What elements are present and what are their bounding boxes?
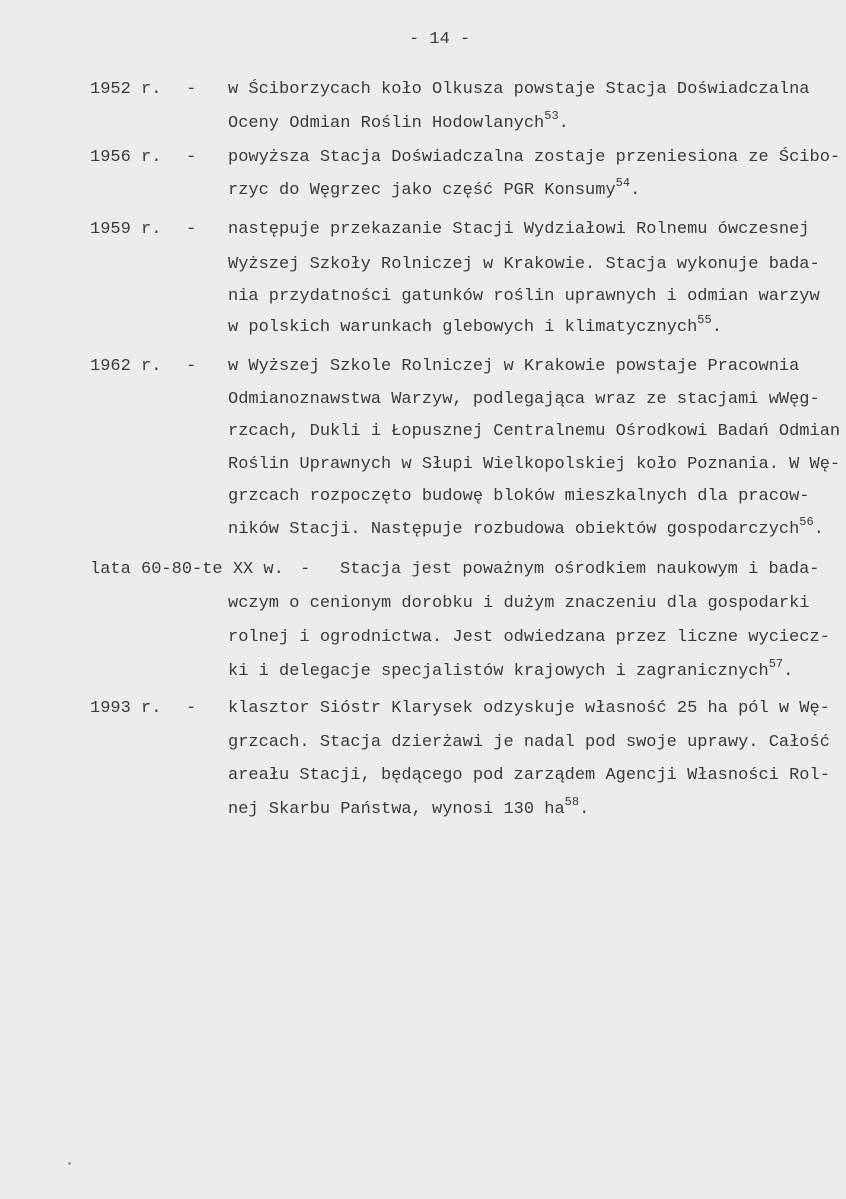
entry-line — [228, 313, 722, 338]
entry-line — [228, 766, 830, 786]
line-text: rzcach, Dukli i Łopusznej Centralnemu Ośrodkowi Badań Odmian — [228, 422, 841, 441]
line-text: powyższa Stacja Doświadczalna zostaje przeniesiona ze Ścibo- — [228, 148, 841, 167]
line-text: klasztor Sióstr Klarysek odzyskuje własność 25 ha pól w Wę- — [228, 699, 830, 718]
line-text: następuje przekazanie Stacji Wydziałowi Rolnemu ówczesnej — [228, 220, 810, 239]
line-text: Wyższej Szkoły Rolniczej w Krakowie. Stacja wykonuje bada- — [228, 255, 820, 274]
entry-line — [228, 390, 820, 410]
line-text: w polskich warunkach glebowych i klimatycznych — [228, 318, 698, 337]
line-text: w Ściborzycach koło Olkusza powstaje Stacja Doświadczalna — [228, 80, 810, 99]
entry-date: 1952 r. — [90, 80, 162, 99]
footnote-ref: 56 — [799, 515, 814, 529]
line-text: nej Skarbu Państwa, wynosi 130 ha — [228, 800, 565, 819]
entry-line — [228, 628, 830, 648]
line-text: rzyc do Węgrzec jako część PGR Konsumy — [228, 181, 616, 200]
entry-line — [228, 357, 799, 377]
line-text: Odmianoznawstwa Warzyw, podlegająca wraz ze stacjami wWęg- — [228, 390, 820, 409]
entry-line — [228, 287, 820, 307]
entry-line — [228, 255, 820, 275]
footnote-ref: 55 — [697, 313, 712, 327]
line-text: nia przydatności gatunków roślin uprawnych i odmian warzyw — [228, 287, 820, 306]
entry-dash: - — [186, 357, 197, 376]
entry-dash: - — [186, 699, 197, 718]
entry-date: 1993 r. — [90, 699, 162, 718]
entry-line — [228, 148, 840, 168]
line-text: grzcach. Stacja dzierżawi je nadal pod swoje uprawy. Całość — [228, 733, 830, 752]
line-text: ki i delegacje specjalistów krajowych i zagranicznych — [228, 662, 769, 681]
line-text: wczym o cenionym dorobku i dużym znaczeniu dla gospodarki — [228, 594, 810, 613]
entry-line — [228, 699, 830, 719]
footnote-ref: 53 — [544, 109, 559, 123]
entry-date: 1959 r. — [90, 220, 162, 239]
line-end: . — [813, 520, 824, 539]
entry-line — [228, 80, 810, 100]
line-text: rolnej i ogrodnictwa. Jest odwiedzana przez liczne wyciecz- — [228, 628, 830, 647]
line-end: . — [579, 800, 590, 819]
entry-line — [228, 795, 590, 820]
line-text: Stacja jest poważnym ośrodkiem naukowym i bada- — [340, 560, 820, 579]
line-text: grzcach rozpoczęto budowę bloków mieszkalnych dla pracow- — [228, 487, 810, 506]
entry-date: 1956 r. — [90, 148, 162, 167]
entry-line — [340, 560, 819, 580]
line-text: areału Stacji, będącego pod zarządem Agencji Własności Rol- — [228, 766, 830, 785]
line-end: . — [558, 114, 569, 133]
entry-dash: - — [186, 80, 197, 99]
entry-date: lata 60-80-te XX w. — [90, 560, 284, 579]
line-end: . — [783, 662, 794, 681]
entry-line — [228, 109, 569, 134]
entry-date: 1962 r. — [90, 357, 162, 376]
line-end: . — [711, 318, 722, 337]
entry-line — [228, 455, 840, 475]
entry-line — [228, 733, 830, 753]
entry-dash: - — [300, 560, 311, 579]
line-text: Oceny Odmian Roślin Hodowlanych — [228, 114, 545, 133]
entry-line — [228, 594, 810, 614]
scan-speck — [68, 1162, 71, 1165]
footnote-ref: 54 — [615, 176, 631, 190]
entry-line — [228, 515, 824, 540]
page-number: - 14 - — [409, 30, 471, 49]
entry-line — [228, 487, 810, 507]
entry-dash: - — [186, 220, 197, 239]
footnote-ref: 58 — [564, 795, 580, 809]
entry-line — [228, 657, 794, 682]
entry-line — [228, 176, 641, 201]
line-text: Roślin Uprawnych w Słupi Wielkopolskiej koło Poznania. W Wę- — [228, 455, 841, 474]
line-text: ników Stacji. Następuje rozbudowa obiektów gospodarczych — [228, 520, 800, 539]
footnote-ref: 57 — [768, 657, 784, 671]
entry-line — [228, 422, 840, 442]
line-end: . — [630, 181, 641, 200]
entry-line — [228, 220, 810, 240]
line-text: w Wyższej Szkole Rolniczej w Krakowie powstaje Pracownia — [228, 357, 800, 376]
entry-dash: - — [186, 148, 197, 167]
